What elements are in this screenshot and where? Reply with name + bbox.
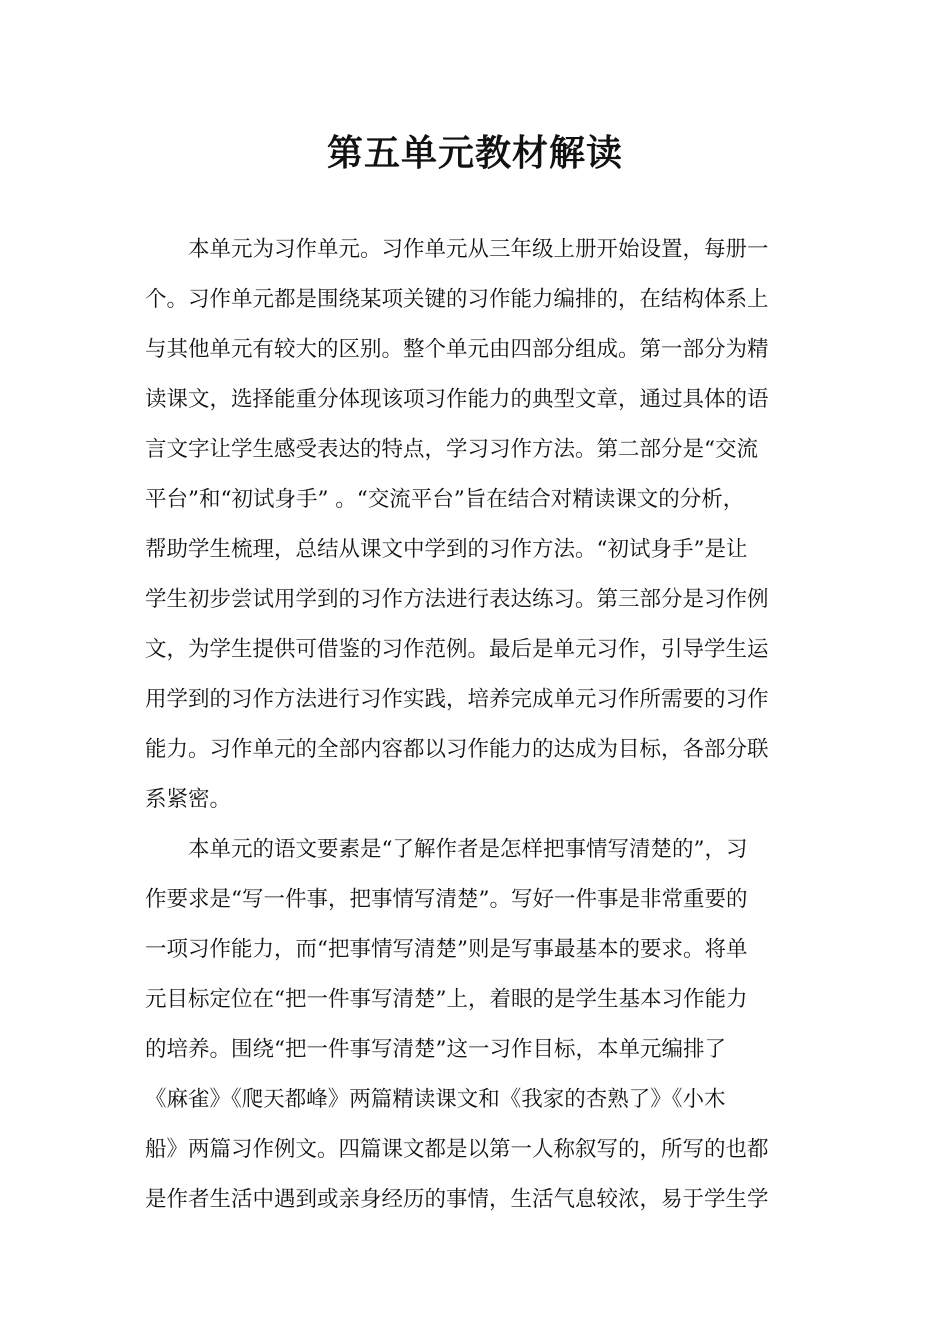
text-line: 《麻雀》《爬天都峰》两篇精读课文和《我家的杏熟了》《小木 [145, 1087, 726, 1112]
text-line: 本单元为习作单元。习作单元从三年级上册开始设置，每册一 [188, 237, 769, 262]
text-line: 平台”和“初试身手” 。“交流平台”旨在结合对精读课文的分析， [145, 487, 745, 512]
text-line: 的培养。围绕“把一件事写清楚”这一习作目标，本单元编排了 [145, 1037, 726, 1062]
text-line: 作要求是“写一件事，把事情写清楚”。写好一件事是非常重要的 [145, 887, 748, 912]
paragraph-1 [145, 225, 815, 825]
text-line: 元目标定位在“把一件事写清楚”上，着眼的是学生基本习作能力 [145, 987, 748, 1012]
text-line: 个。习作单元都是围绕某项关键的习作能力编排的，在结构体系上 [145, 287, 769, 312]
text-line: 系紧密。 [145, 787, 232, 812]
text-line: 能力。习作单元的全部内容都以习作能力的达成为目标，各部分联 [145, 737, 769, 762]
paragraph-2 [145, 825, 815, 1225]
text-line: 本单元的语文要素是“了解作者是怎样把事情写清楚的”，习 [188, 837, 748, 862]
text-line: 帮助学生梳理，总结从课文中学到的习作方法。“初试身手”是让 [145, 537, 748, 562]
document-body [145, 225, 815, 1225]
text-line: 读课文，选择能重分体现该项习作能力的典型文章，通过具体的语 [145, 387, 769, 412]
text-line: 言文字让学生感受表达的特点，学习习作方法。第二部分是“交流 [145, 437, 758, 462]
text-line: 船》两篇习作例文。四篇课文都是以第一人称叙写的，所写的也都 [145, 1137, 769, 1162]
text-line: 一项习作能力，而“把事情写清楚”则是写事最基本的要求。将单 [145, 937, 748, 962]
text-line: 用学到的习作方法进行习作实践，培养完成单元习作所需要的习作 [145, 687, 769, 712]
text-line: 是作者生活中遇到或亲身经历的事情，生活气息较浓，易于学生学 [145, 1187, 769, 1212]
text-line: 学生初步尝试用学到的习作方法进行表达练习。第三部分是习作例 [145, 587, 769, 612]
document-title: 第五单元教材解读 [326, 132, 623, 174]
text-line: 与其他单元有较大的区别。整个单元由四部分组成。第一部分为精 [145, 337, 769, 362]
text-line: 文，为学生提供可借鉴的习作范例。最后是单元习作，引导学生运 [145, 637, 769, 662]
